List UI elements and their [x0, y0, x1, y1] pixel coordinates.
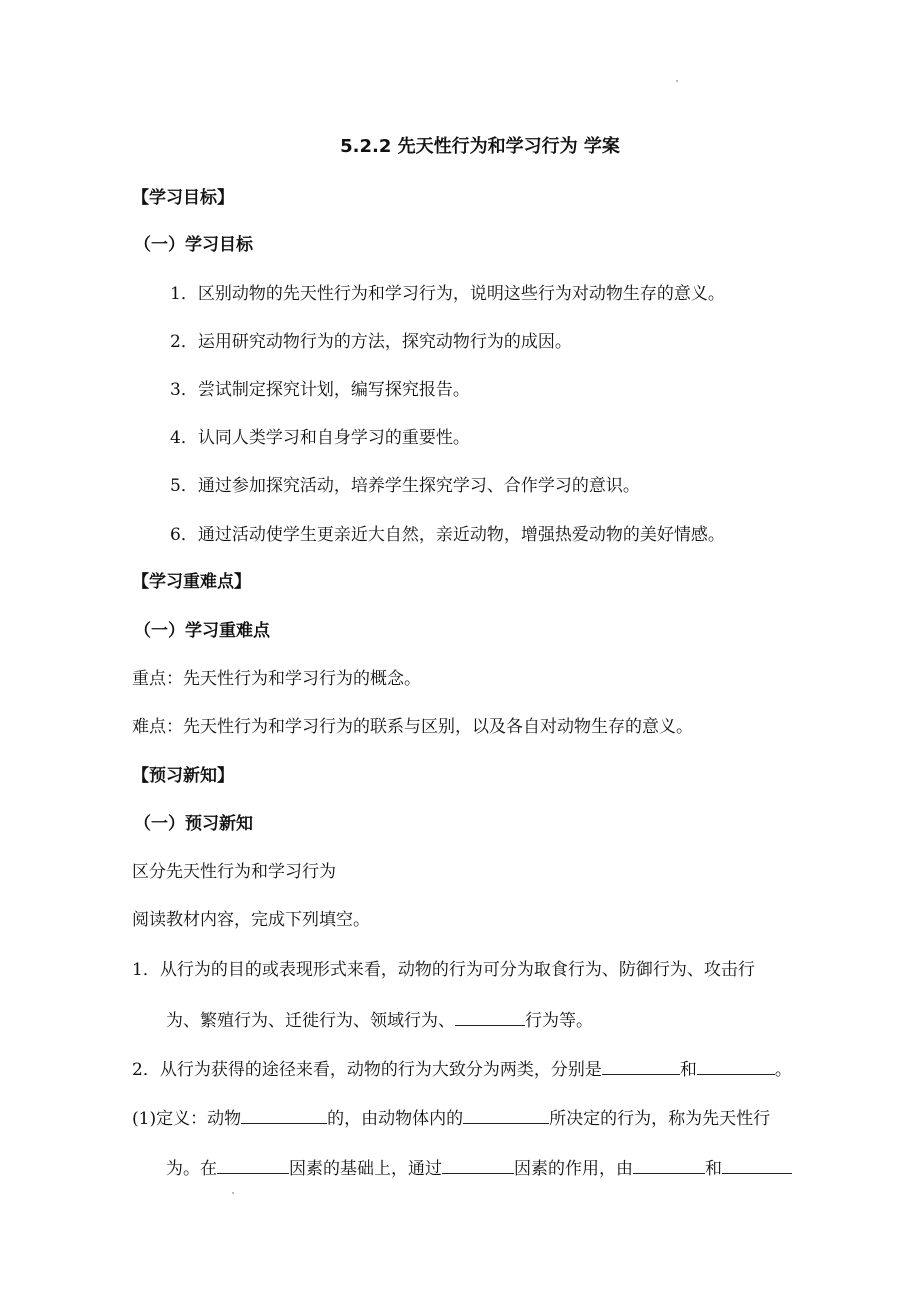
goal-item: 4．认同人类学习和自身学习的重要性。: [170, 428, 470, 448]
question-2: [132, 1057, 792, 1082]
goal-item: 2．运用研究动物行为的方法，探究动物行为的成因。: [170, 332, 572, 352]
question-text: 为。在: [166, 1159, 217, 1179]
scan-speck: [676, 80, 678, 82]
goal-item: 5．通过参加探究活动，培养学生探究学习、合作学习的意识。: [170, 476, 640, 496]
question-3-line-2: [166, 1156, 792, 1181]
section-header-goals: 【学习目标】: [132, 188, 234, 208]
goal-item: 3．尝试制定探究计划，编写探究报告。: [170, 380, 470, 400]
question-text: (1)定义：动物: [132, 1109, 242, 1129]
difficult-point: 难点：先天性行为和学习行为的联系与区别，以及各自对动物生存的意义。: [132, 717, 693, 737]
question-text: 和: [679, 1060, 697, 1080]
fill-blank[interactable]: [602, 1057, 680, 1075]
question-3-line-1: [132, 1106, 770, 1131]
subsection-header-goals: （一）学习目标: [134, 235, 253, 255]
preview-instruction: 阅读教材内容，完成下列填空。: [132, 910, 370, 930]
question-text: 因素的作用，由: [514, 1159, 633, 1179]
subsection-header-preview: （一）预习新知: [134, 814, 253, 834]
preview-intro: 区分先天性行为和学习行为: [132, 862, 336, 882]
fill-blank[interactable]: [633, 1156, 705, 1174]
fill-blank[interactable]: [241, 1106, 327, 1124]
goal-item: 1．区别动物的先天性行为和学习行为，说明这些行为对动物生存的意义。: [170, 284, 725, 304]
fill-blank[interactable]: [722, 1156, 792, 1174]
fill-blank[interactable]: [217, 1156, 289, 1174]
subsection-header-key: （一）学习重难点: [134, 621, 270, 641]
fill-blank[interactable]: [442, 1156, 514, 1174]
key-point: 重点：先天性行为和学习行为的概念。: [132, 669, 421, 689]
fill-blank[interactable]: [455, 1008, 525, 1026]
document-title: 5.2.2 先天性行为和学习行为 学案: [340, 136, 620, 157]
section-header-key: 【学习重难点】: [132, 572, 251, 592]
question-text: 的，由动物体内的: [327, 1109, 464, 1129]
question-text: 行为等。: [525, 1011, 593, 1031]
question-1-line-1: 1．从行为的目的或表现形式来看，动物的行为可分为取食行为、防御行为、攻击行: [132, 960, 755, 980]
question-text: 2．从行为获得的途径来看，动物的行为大致分为两类，分别是: [132, 1060, 602, 1080]
question-text: 所决定的行为，称为先天性行: [549, 1109, 771, 1129]
question-1-line-2: [166, 1008, 593, 1033]
question-text: 和: [705, 1159, 722, 1179]
fill-blank[interactable]: [463, 1106, 549, 1124]
question-text: 为、繁殖行为、迁徙行为、领域行为、: [166, 1011, 455, 1031]
section-header-preview: 【预习新知】: [132, 766, 234, 786]
fill-blank[interactable]: [697, 1057, 775, 1075]
question-text: 因素的基础上，通过: [289, 1159, 442, 1179]
scan-speck: [232, 1192, 234, 1194]
goal-item: 6．通过活动使学生更亲近大自然，亲近动物，增强热爱动物的美好情感。: [170, 525, 725, 545]
question-text: 。: [774, 1060, 792, 1080]
